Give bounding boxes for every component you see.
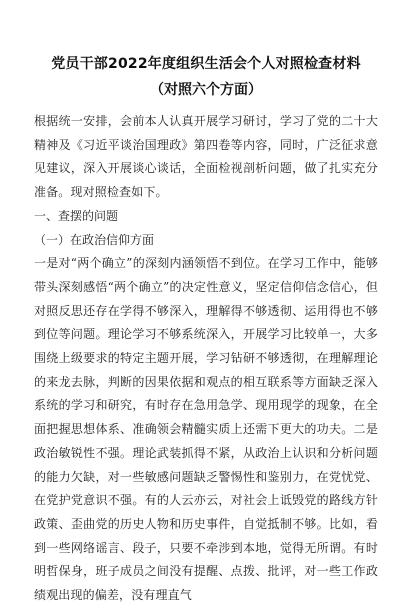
subsection-heading: （一）在政治信仰方面: [34, 232, 155, 247]
body-paragraph: 一是对“两个确立”的深刻内涵领悟不到位。在学习工作中，能够带头深刻感悟“两个确立”的决定性意义，坚定信仰信念信心，但对照反思还存在学得不够深入，理解得不够透彻、运用得也不够到位等问题。理论学习不够系统深入，开展学习比较单一，大多围绕上级要求的特定主题开展，学习钻研不够透彻，在理解理论的来龙去脉，判断的因果依据和观点的相互联系等方面缺乏深入系统的学习和研究，有时存在急用急学、现用现学的现象，在全面把握思想体系、准确领会精髓实质上还需下更大的功夫。二是政治敏锐性不强。理论武装抓得不紧，从政治上认识和分析问题的能力欠缺，对一些敏感问题缺乏警惕性和鉴别力，在党忧党、在党护党意识不强。有的人云亦云，对社会上诋毁党的路线方针政策、歪曲党的历史人物和历史事件，自觉抵制不够。比如，看到一些网络谣言、段子，只要不牵涉到本地，觉得无所谓。有时明哲保身，班子成员之间没有提醒、点拨、批评，对一些工作政绩观出现的偏差，没有理直气: [34, 256, 378, 603]
document-subtitle: （对照六个方面）: [150, 82, 262, 98]
section-heading: 一、查摆的问题: [34, 208, 119, 223]
intro-paragraph: 根据统一安排，会前本人认真开展学习研讨，学习了党的二十大精神及《习近平谈治国理政》第四卷等内容，同时，广泛征求意见建议，深入开展谈心谈话，全面检视剖析问题，做了扎实充分准备。现对照检查如下。: [34, 114, 378, 200]
document-title: 党员干部2022年度组织生活会个人对照检查材料: [51, 56, 361, 72]
